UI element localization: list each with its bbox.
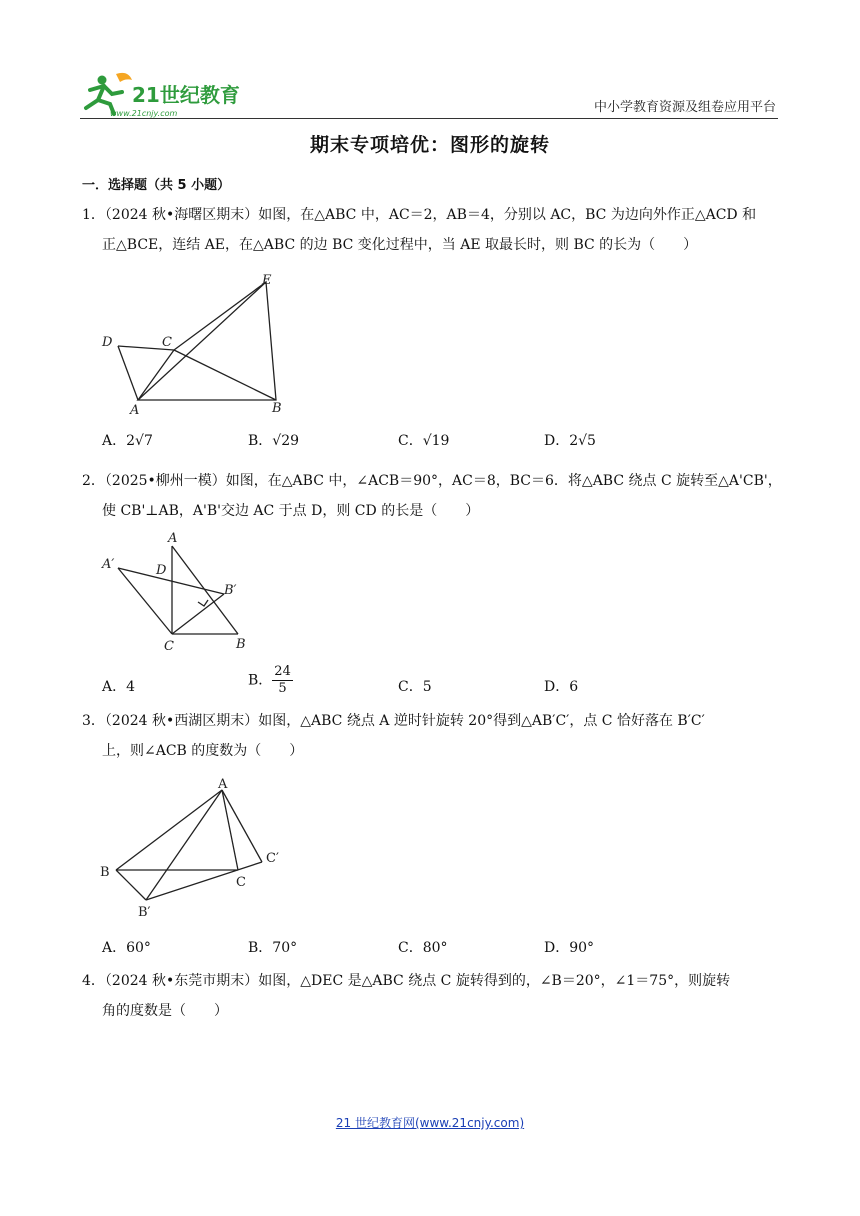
page-header: [80, 62, 780, 120]
question-4: [82, 966, 782, 1026]
q2-option-c[interactable]: C．5: [398, 679, 432, 695]
fig3-label-A: A: [218, 777, 228, 792]
question-2-line1: 2．（2025•柳州一模）如图，在△ABC 中，∠ACB＝90°，AC＝8，BC＝6．将△ABC 绕点 C 旋转至△A'CB'，: [82, 473, 782, 489]
q1-option-b[interactable]: B．√29: [248, 433, 300, 449]
fraction-num: 24: [274, 664, 291, 679]
question-3-line1: 3．（2024 秋•西湖区期末）如图，△ABC 绕点 A 逆时针旋转 20°得到△AB′C′，点 C 恰好落在 B′C′: [82, 713, 705, 729]
q3-option-d[interactable]: D．90°: [544, 940, 595, 956]
question-1-line1: 1．（2024 秋•海曙区期末）如图，在△ABC 中，AC＝2，AB＝4，分别以 AC，BC 为边向外作正△ACD 和: [82, 207, 757, 223]
figure-3: [98, 776, 298, 926]
q3-option-a[interactable]: A．60°: [102, 940, 151, 956]
page-title: 期末专项培优：图形的旋转: [309, 134, 550, 156]
fig2-label-A: A: [168, 531, 178, 546]
footer-link[interactable]: 21 世纪教育网(www.21cnjy.com): [335, 1116, 525, 1130]
fig2-label-Aprime: A′: [102, 557, 115, 572]
question-1-line2: 正△BCE，连结 AE，在△ABC 的边 BC 变化过程中，当 AE 取最长时，则 BC 的长为（ ）: [102, 237, 698, 253]
q2-option-b[interactable]: [248, 664, 293, 697]
fig3-label-C: C: [236, 875, 246, 890]
logo-text: 21世纪教育: [132, 83, 240, 107]
q3-option-c[interactable]: C．80°: [398, 940, 448, 956]
fig2-label-D: D: [156, 563, 167, 578]
platform-tagline: 中小学教育资源及组卷应用平台: [593, 100, 776, 115]
q1-option-c[interactable]: C．√19: [398, 433, 450, 449]
q2-option-a[interactable]: A．4: [102, 679, 136, 695]
fraction-den: 5: [278, 681, 287, 696]
question-3: [82, 706, 782, 766]
site-logo: [80, 68, 250, 124]
figure-2: [98, 528, 258, 656]
question-4-line1: 4．（2024 秋•东莞市期末）如图，△DEC 是△ABC 绕点 C 旋转得到的，∠B＝20°，∠1＝75°，则旋转: [82, 973, 731, 989]
q3-option-b[interactable]: B．70°: [248, 940, 298, 956]
question-2-line2: 使 CB'⊥AB，A'B'交边 AC 于点 D，则 CD 的长是（ ）: [102, 503, 480, 519]
fig2-label-C: C: [164, 639, 174, 654]
logo-url: www.21cnjy.com: [110, 109, 178, 118]
fig2-label-Bprime: B′: [224, 583, 237, 598]
fraction-24-5: [272, 664, 293, 697]
section-heading: 一．选择题（共 5 小题）: [82, 178, 231, 193]
question-1: [82, 200, 782, 260]
fig3-label-Cprime: C′: [266, 851, 279, 866]
fig1-label-A: A: [130, 403, 140, 418]
fig1-label-C: C: [162, 335, 172, 350]
fig2-label-B: B: [236, 637, 246, 652]
runner-icon: [86, 73, 132, 114]
fig1-label-B: B: [272, 401, 282, 416]
q2-option-d[interactable]: D．6: [544, 679, 579, 695]
question-2: [82, 466, 782, 526]
fig3-label-Bprime: B′: [138, 905, 151, 920]
q1-option-a[interactable]: A．2√7: [102, 433, 153, 449]
question-3-line2: 上，则∠ACB 的度数为（ ）: [102, 743, 304, 759]
fig1-label-D: D: [102, 335, 113, 350]
header-divider: [80, 118, 778, 119]
question-4-line2: 角的度数是（ ）: [102, 1003, 228, 1019]
figure-1: [98, 270, 288, 418]
q2-option-b-letter: B．: [248, 672, 273, 689]
q1-option-d[interactable]: D．2√5: [544, 433, 596, 449]
fig1-label-E: E: [262, 273, 272, 288]
fig3-label-B: B: [100, 865, 110, 880]
